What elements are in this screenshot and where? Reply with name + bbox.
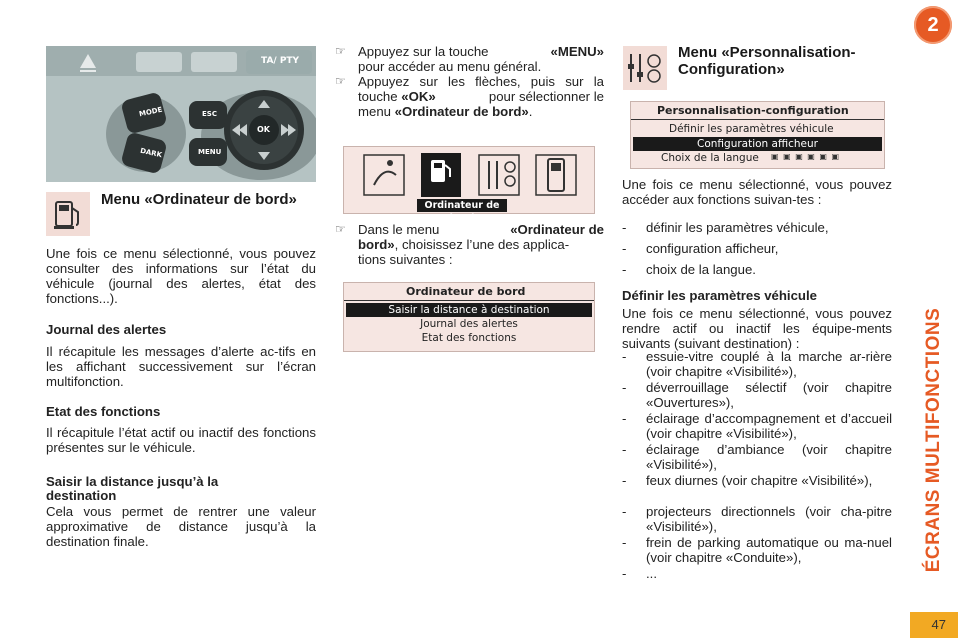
list-item [622,411,892,442]
chapter-number: 2 [927,14,939,36]
language-flags-icons: ▣ ▣ ▣ ▣ ▣ ▣ [771,152,841,161]
list-item [622,380,892,411]
list-item-text: projecteurs directionnels (voir cha-pitre «Visibilité»), [646,504,892,534]
list-item-text: ... [646,566,657,581]
main-menu-screen [343,146,595,224]
main-menu-icons [344,147,594,199]
step-select-trip-computer [358,74,604,119]
alerts-log-heading: Journal des alertes [46,322,167,337]
dash: - [622,380,627,395]
functions-status-text: Il récapitule l’état actif ou inactif des fonctions présentes sur le véhicule. [46,425,316,455]
personalisation-screen [630,101,885,169]
list-item-text: frein de parking automatique ou ma-nuel (voir chapitre «Conduite»), [646,535,892,565]
list-item [622,241,892,262]
esc-button-label: ESC [202,110,217,118]
ta-pty-label: TA/ PTY [261,56,300,66]
step3-text-e: tions suivantes : [358,252,453,267]
equipment-list [622,349,892,586]
dash: - [622,262,627,277]
list-item [622,262,892,283]
arrow-bullet-icon: ☞ [335,222,346,236]
distance-entry-text: Cela vous permet de rentrer une valeur approximative de distance jusqu’à la destination finale. [46,504,316,549]
list-item [622,349,892,380]
step2-ok-key: «OK» [401,89,436,104]
list-item-text: éclairage d’ambiance (voir chapitre «Visibilité»), [646,442,892,472]
step3-menu-name-a: «Ordinateur de [510,222,604,237]
dark-button-label: DARK [139,146,163,160]
step2-text-d: pour sélectionner le [488,89,604,104]
step2-text-g: . [528,104,533,119]
page-number-tab [910,612,958,638]
screen2-item-selected: Saisir la distance à destination [346,303,592,317]
menu-button-label: MENU [198,148,222,156]
list-item-text: choix de la langue. [646,262,756,277]
control-panel-illustration [46,46,316,182]
mode-button-label: MODE [138,105,164,119]
personalisation-icon-box [623,46,667,90]
vehicle-settings-heading: Définir les paramètres véhicule [622,288,817,303]
arrow-bullet-icon: ☞ [335,44,346,58]
screen2-item-alerts: Journal des alertes [420,318,518,330]
list-item [622,566,892,586]
settings-sliders-icon [623,46,667,90]
list-item [622,535,892,566]
personalisation-screen-title: Personnalisation-configuration [657,104,849,117]
screen2-item-functions: Etat des fonctions [421,332,517,344]
screen-divider [631,119,884,120]
audio-icon [364,155,404,195]
step2-line1: Appuyez sur les flèches, puis sur la [358,74,604,89]
settings-icon [479,155,519,195]
list-item-text: définir les paramètres véhicule, [646,220,829,235]
list-item-text: feux diurnes (voir chapitre «Visibilité»), [646,473,873,488]
dash: - [622,442,627,457]
control-panel-photo [46,46,316,182]
dash: - [622,220,627,235]
step-choose-application [358,222,604,267]
step3-menu-name-b: bord» [358,237,395,252]
trip-computer-menu-heading: Menu «Ordinateur de bord» [101,191,297,208]
main-menu-selected-label: Ordinateur de bord [417,199,507,212]
list-item-text: configuration afficheur, [646,241,779,256]
trip-computer-icon-box [46,192,90,236]
step1-text-c: pour accéder au menu général. [358,59,542,74]
step1-menu-key: «MENU» [550,44,604,59]
trip-computer-intro: Une fois ce menu sélectionné, vous pouvez consulter des informations sur l’état du véhicule (journal des alertes, état des fonctions...). [46,246,316,306]
trip-computer-screen [343,282,595,352]
step1-text-a: Appuyez sur la touche [358,44,489,59]
screen3-item-selected: Configuration afficheur [633,137,882,151]
list-item [622,473,892,504]
dash: - [622,566,627,581]
chapter-number-badge [914,6,952,44]
step3-text-a: Dans le menu [358,222,440,237]
dash: - [622,241,627,256]
step2-text-e: menu [358,104,395,119]
functions-list [622,220,892,283]
list-item-text: éclairage d’accompagnement et d’accueil (voir chapitre «Visibilité»), [646,411,892,441]
ok-button-label: OK [257,125,270,134]
page-number: 47 [931,617,946,632]
phone-icon [536,155,576,195]
dash: - [622,535,627,550]
vehicle-settings-intro: Une fois ce menu sélectionné, vous pouvez rendre actif ou inactif les équipe-ments suivants (suivant destination) : [622,306,892,351]
trip-computer-icon [421,153,461,197]
screen3-item-vehicle: Définir les paramètres véhicule [669,123,834,135]
step-press-menu [358,44,604,74]
list-item-text: essuie-vitre couplé à la marche ar-rière (voir chapitre «Visibilité»), [646,349,892,379]
list-item [622,220,892,241]
list-item [622,442,892,473]
dash: - [622,349,627,364]
step2-menu-name: «Ordinateur de bord» [394,104,529,119]
step2-text-b: touche [358,89,402,104]
functions-status-heading: Etat des fonctions [46,404,161,419]
list-item [622,504,892,535]
chapter-title: ÉCRANS MULTIFONCTIONS [923,307,944,573]
screen3-item-language: Choix de la langue [661,152,759,164]
personalisation-intro: Une fois ce menu sélectionné, vous pouvez accéder aux fonctions suivan-tes : [622,177,892,207]
step3-text-d: , choisissez l’une des applica- [394,237,570,252]
screen-divider [344,300,594,301]
trip-computer-screen-title: Ordinateur de bord [406,285,526,298]
list-item-text: déverrouillage sélectif (voir chapitre «Ouvertures»), [646,380,892,410]
fuel-pump-icon [46,192,90,236]
distance-entry-heading: Saisir la distance jusqu’à la destination [46,474,219,503]
alerts-log-text: Il récapitule les messages d’alerte ac-tifs en les affichant successivement sur l’écran multifonction. [46,344,316,389]
dash: - [622,411,627,426]
dash: - [622,504,627,519]
personalisation-menu-heading: Menu «Personnalisation-Configuration» [678,44,856,78]
arrow-bullet-icon: ☞ [335,74,346,88]
dash: - [622,473,627,488]
